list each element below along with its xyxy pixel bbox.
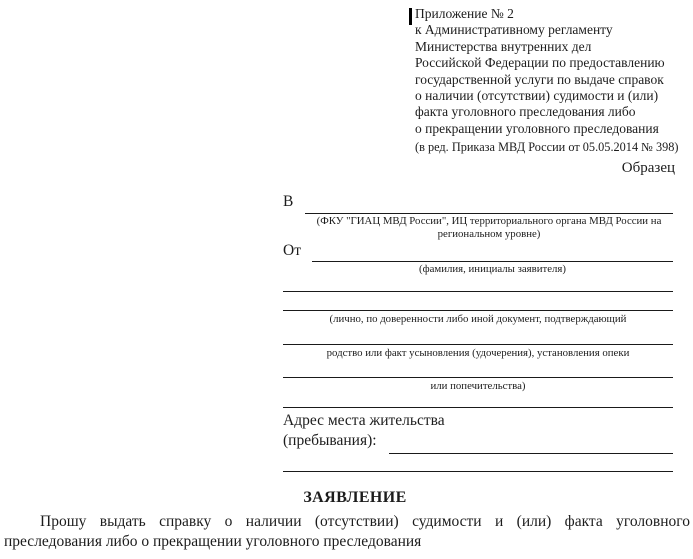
- applicant-field-caption: (фамилия, инициалы заявителя): [418, 263, 566, 275]
- recipient-label: В: [283, 193, 294, 210]
- recipient-field[interactable]: [305, 196, 673, 214]
- authority-extra-field[interactable]: [283, 390, 673, 408]
- authority-field-1[interactable]: [283, 293, 673, 311]
- authority-field-caption-3: или попечительства): [430, 380, 526, 392]
- appendix-line: Приложение № 2: [415, 6, 514, 21]
- authority-field-2[interactable]: [283, 327, 673, 345]
- address-extra-field[interactable]: [283, 454, 673, 472]
- statement-body-line: преследования либо о прекращении уголовного преследования: [4, 532, 422, 550]
- address-label: (пребывания):: [283, 432, 377, 449]
- authority-field-caption-2: родство или факт усыновления (удочерения), установления опеки: [326, 347, 630, 359]
- appendix-line: Российской Федерации по предоставлению: [415, 55, 665, 71]
- appendix-line: государственной услуги по выдаче справок: [415, 71, 664, 87]
- address-label: Адрес места жительства: [283, 412, 445, 429]
- statement-title: ЗАЯВЛЕНИЕ: [303, 489, 407, 506]
- appendix-line: о наличии (отсутствии) судимости и (или): [415, 88, 659, 104]
- recipient-field-caption: региональном уровне): [437, 228, 541, 240]
- text-cursor-caret: [409, 8, 412, 25]
- appendix-block: [415, 6, 685, 137]
- appendix-line: к Административному регламенту: [415, 22, 613, 38]
- recipient-field-caption: (ФКУ "ГИАЦ МВД России", ИЦ территориального органа МВД России на: [316, 215, 662, 227]
- edition-note: (в ред. Приказа МВД России от 05.05.2014 № 398): [415, 140, 679, 154]
- statement-body-line: Прошу выдать справку о наличии (отсутствии) судимости и (или) факта уголовного: [40, 513, 690, 530]
- appendix-line: факта уголовного преследования либо: [415, 104, 636, 120]
- address-field[interactable]: [389, 436, 673, 454]
- applicant-extra-field[interactable]: [283, 274, 673, 292]
- authority-field-3[interactable]: [283, 360, 673, 378]
- statement-body: [4, 512, 690, 551]
- applicant-label: От: [283, 242, 301, 259]
- appendix-line: Министерства внутренних дел: [415, 38, 592, 54]
- appendix-line: о прекращении уголовного преследования: [415, 120, 659, 136]
- applicant-field[interactable]: [312, 245, 673, 262]
- authority-field-caption-1: (лично, по доверенности либо иной документ, подтверждающий: [329, 313, 627, 325]
- sample-label: Образец: [621, 160, 675, 176]
